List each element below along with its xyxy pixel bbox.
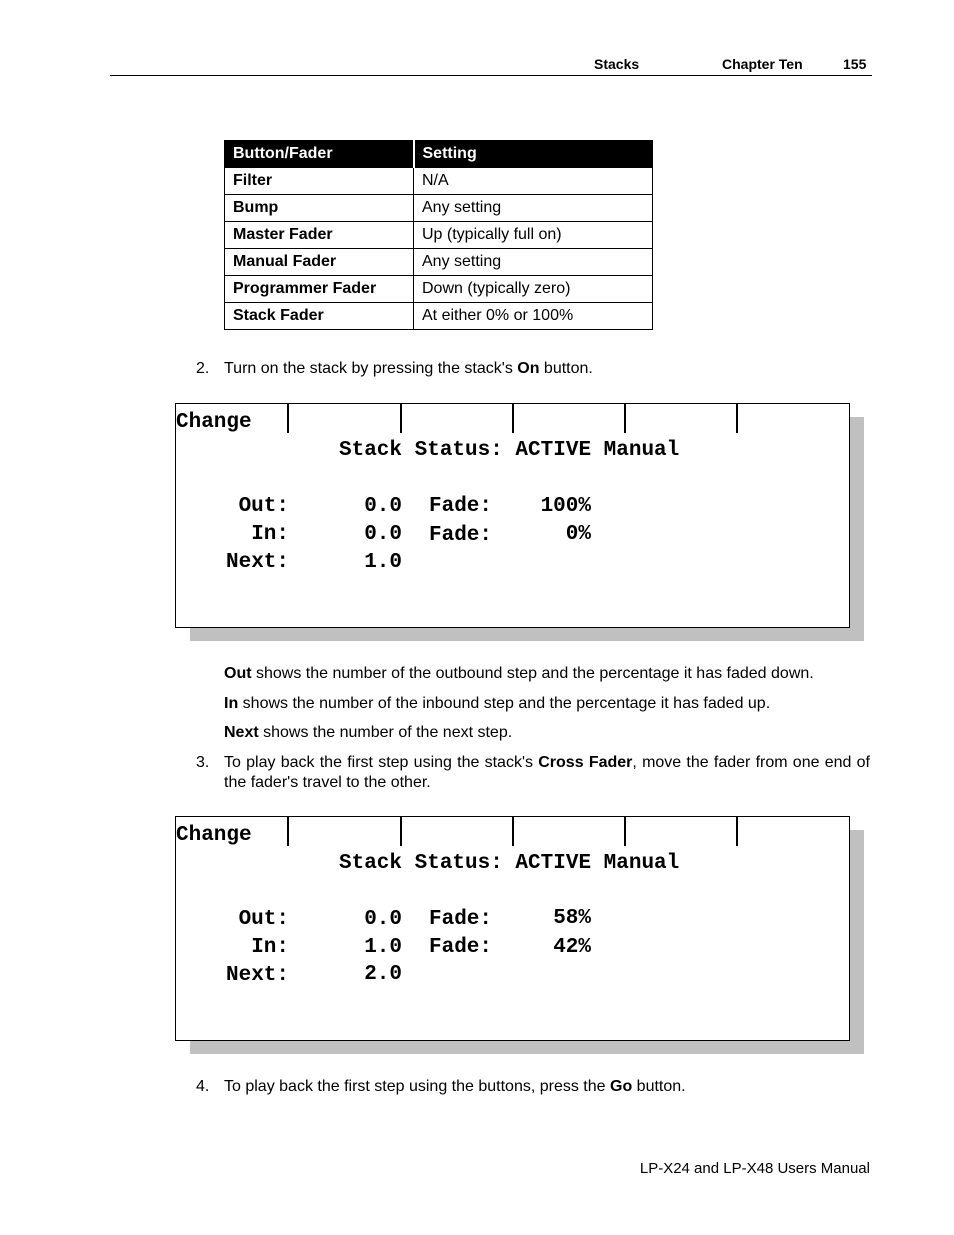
in-fade-value: 0%: [565, 523, 591, 546]
softkey-divider: [736, 404, 738, 433]
in-step-value: 1.0: [364, 936, 402, 959]
softkey-change[interactable]: Change: [176, 411, 252, 434]
out-step-value: 0.0: [364, 495, 402, 518]
step-keyword: Go: [610, 1078, 633, 1095]
table-cell-control: Bump: [225, 195, 414, 222]
out-fade-label: Fade:: [429, 495, 493, 518]
in-label: In:: [251, 523, 289, 546]
table-cell-setting: Down (typically zero): [414, 276, 653, 303]
in-step-value: 0.0: [364, 523, 402, 546]
softkey-divider: [512, 817, 514, 846]
step-text: button.: [539, 360, 593, 377]
definition: shows the number of the next step.: [258, 724, 513, 741]
stack-status-line: Stack Status: ACTIVE Manual: [339, 439, 680, 462]
out-step-value: 0.0: [364, 908, 402, 931]
table-row: [225, 195, 653, 222]
out-explanation: [224, 664, 814, 684]
step-number: 4.: [196, 1078, 210, 1095]
stack-status-display: [175, 816, 850, 1041]
softkey-change[interactable]: Change: [176, 824, 252, 847]
table-cell-control: Programmer Fader: [225, 276, 414, 303]
table-cell-setting: At either 0% or 100%: [414, 303, 653, 330]
step-4-text: [224, 1077, 686, 1097]
running-header-chapter: Chapter Ten: [722, 56, 803, 72]
table-row: [225, 303, 653, 330]
table-row: [225, 222, 653, 249]
column-header: Setting: [414, 141, 653, 168]
step-keyword: On: [517, 360, 540, 377]
term: In: [224, 695, 239, 712]
term: Out: [224, 665, 252, 682]
table-cell-setting: Up (typically full on): [414, 222, 653, 249]
softkey-divider: [287, 404, 289, 433]
softkey-divider: [624, 404, 626, 433]
softkey-divider: [287, 817, 289, 846]
term: Next: [224, 724, 259, 741]
step-text: To play back the first step using the stack's: [224, 754, 539, 771]
out-fade-value: 100%: [540, 495, 591, 518]
out-label: Out:: [238, 495, 289, 518]
table-cell-control: Master Fader: [225, 222, 414, 249]
step-text: To play back the first step using the buttons, press the: [224, 1078, 610, 1095]
out-fade-label: Fade:: [429, 908, 493, 931]
softkey-divider: [400, 404, 402, 433]
in-fade-value: 42%: [553, 936, 591, 959]
step-text: Turn on the stack by pressing the stack's: [224, 360, 518, 377]
step-keyword: Cross Fader: [538, 754, 633, 771]
step-number: 2.: [196, 360, 210, 377]
step-text: button.: [632, 1078, 686, 1095]
out-fade-value: 58%: [553, 907, 591, 930]
softkey-divider: [736, 817, 738, 846]
table-row: [225, 168, 653, 195]
table-row: [225, 276, 653, 303]
next-step-value: 2.0: [364, 963, 402, 986]
step-2-text: [224, 359, 593, 379]
step-number: 3.: [196, 754, 210, 771]
table-cell-setting: Any setting: [414, 195, 653, 222]
fader-settings-table: [224, 140, 653, 330]
step-text: , move the fader from one end of the fader's travel to the other.: [224, 754, 870, 791]
table-row: [225, 249, 653, 276]
in-label: In:: [251, 936, 289, 959]
stack-status-display: [175, 403, 850, 628]
softkey-divider: [512, 404, 514, 433]
table-cell-setting: Any setting: [414, 249, 653, 276]
display-screen: [175, 403, 850, 628]
table-cell-control: Stack Fader: [225, 303, 414, 330]
next-label: Next:: [225, 551, 289, 574]
table-cell-setting: N/A: [414, 168, 653, 195]
definition: shows the number of the outbound step and the percentage it has faded down.: [251, 665, 814, 682]
running-footer: LP-X24 and LP-X48 Users Manual: [639, 1160, 870, 1177]
in-fade-label: Fade:: [429, 936, 493, 959]
next-step-value: 1.0: [364, 551, 402, 574]
table-cell-control: Manual Fader: [225, 249, 414, 276]
stack-status-line: Stack Status: ACTIVE Manual: [339, 852, 680, 875]
in-explanation: [224, 694, 770, 714]
table-cell-control: Filter: [225, 168, 414, 195]
step-3-text: [224, 753, 870, 793]
out-label: Out:: [238, 908, 289, 931]
in-fade-label: Fade:: [429, 524, 493, 547]
display-screen: [175, 816, 850, 1041]
next-explanation: [224, 723, 512, 743]
softkey-divider: [400, 817, 402, 846]
running-header-section: Stacks: [594, 56, 640, 72]
definition: shows the number of the inbound step and the percentage it has faded up.: [238, 695, 771, 712]
column-header: Button/Fader: [225, 141, 414, 168]
next-label: Next:: [225, 964, 289, 987]
table-header-row: [225, 141, 653, 168]
header-rule: [110, 75, 872, 76]
softkey-divider: [624, 817, 626, 846]
page-number: 155: [843, 56, 867, 72]
